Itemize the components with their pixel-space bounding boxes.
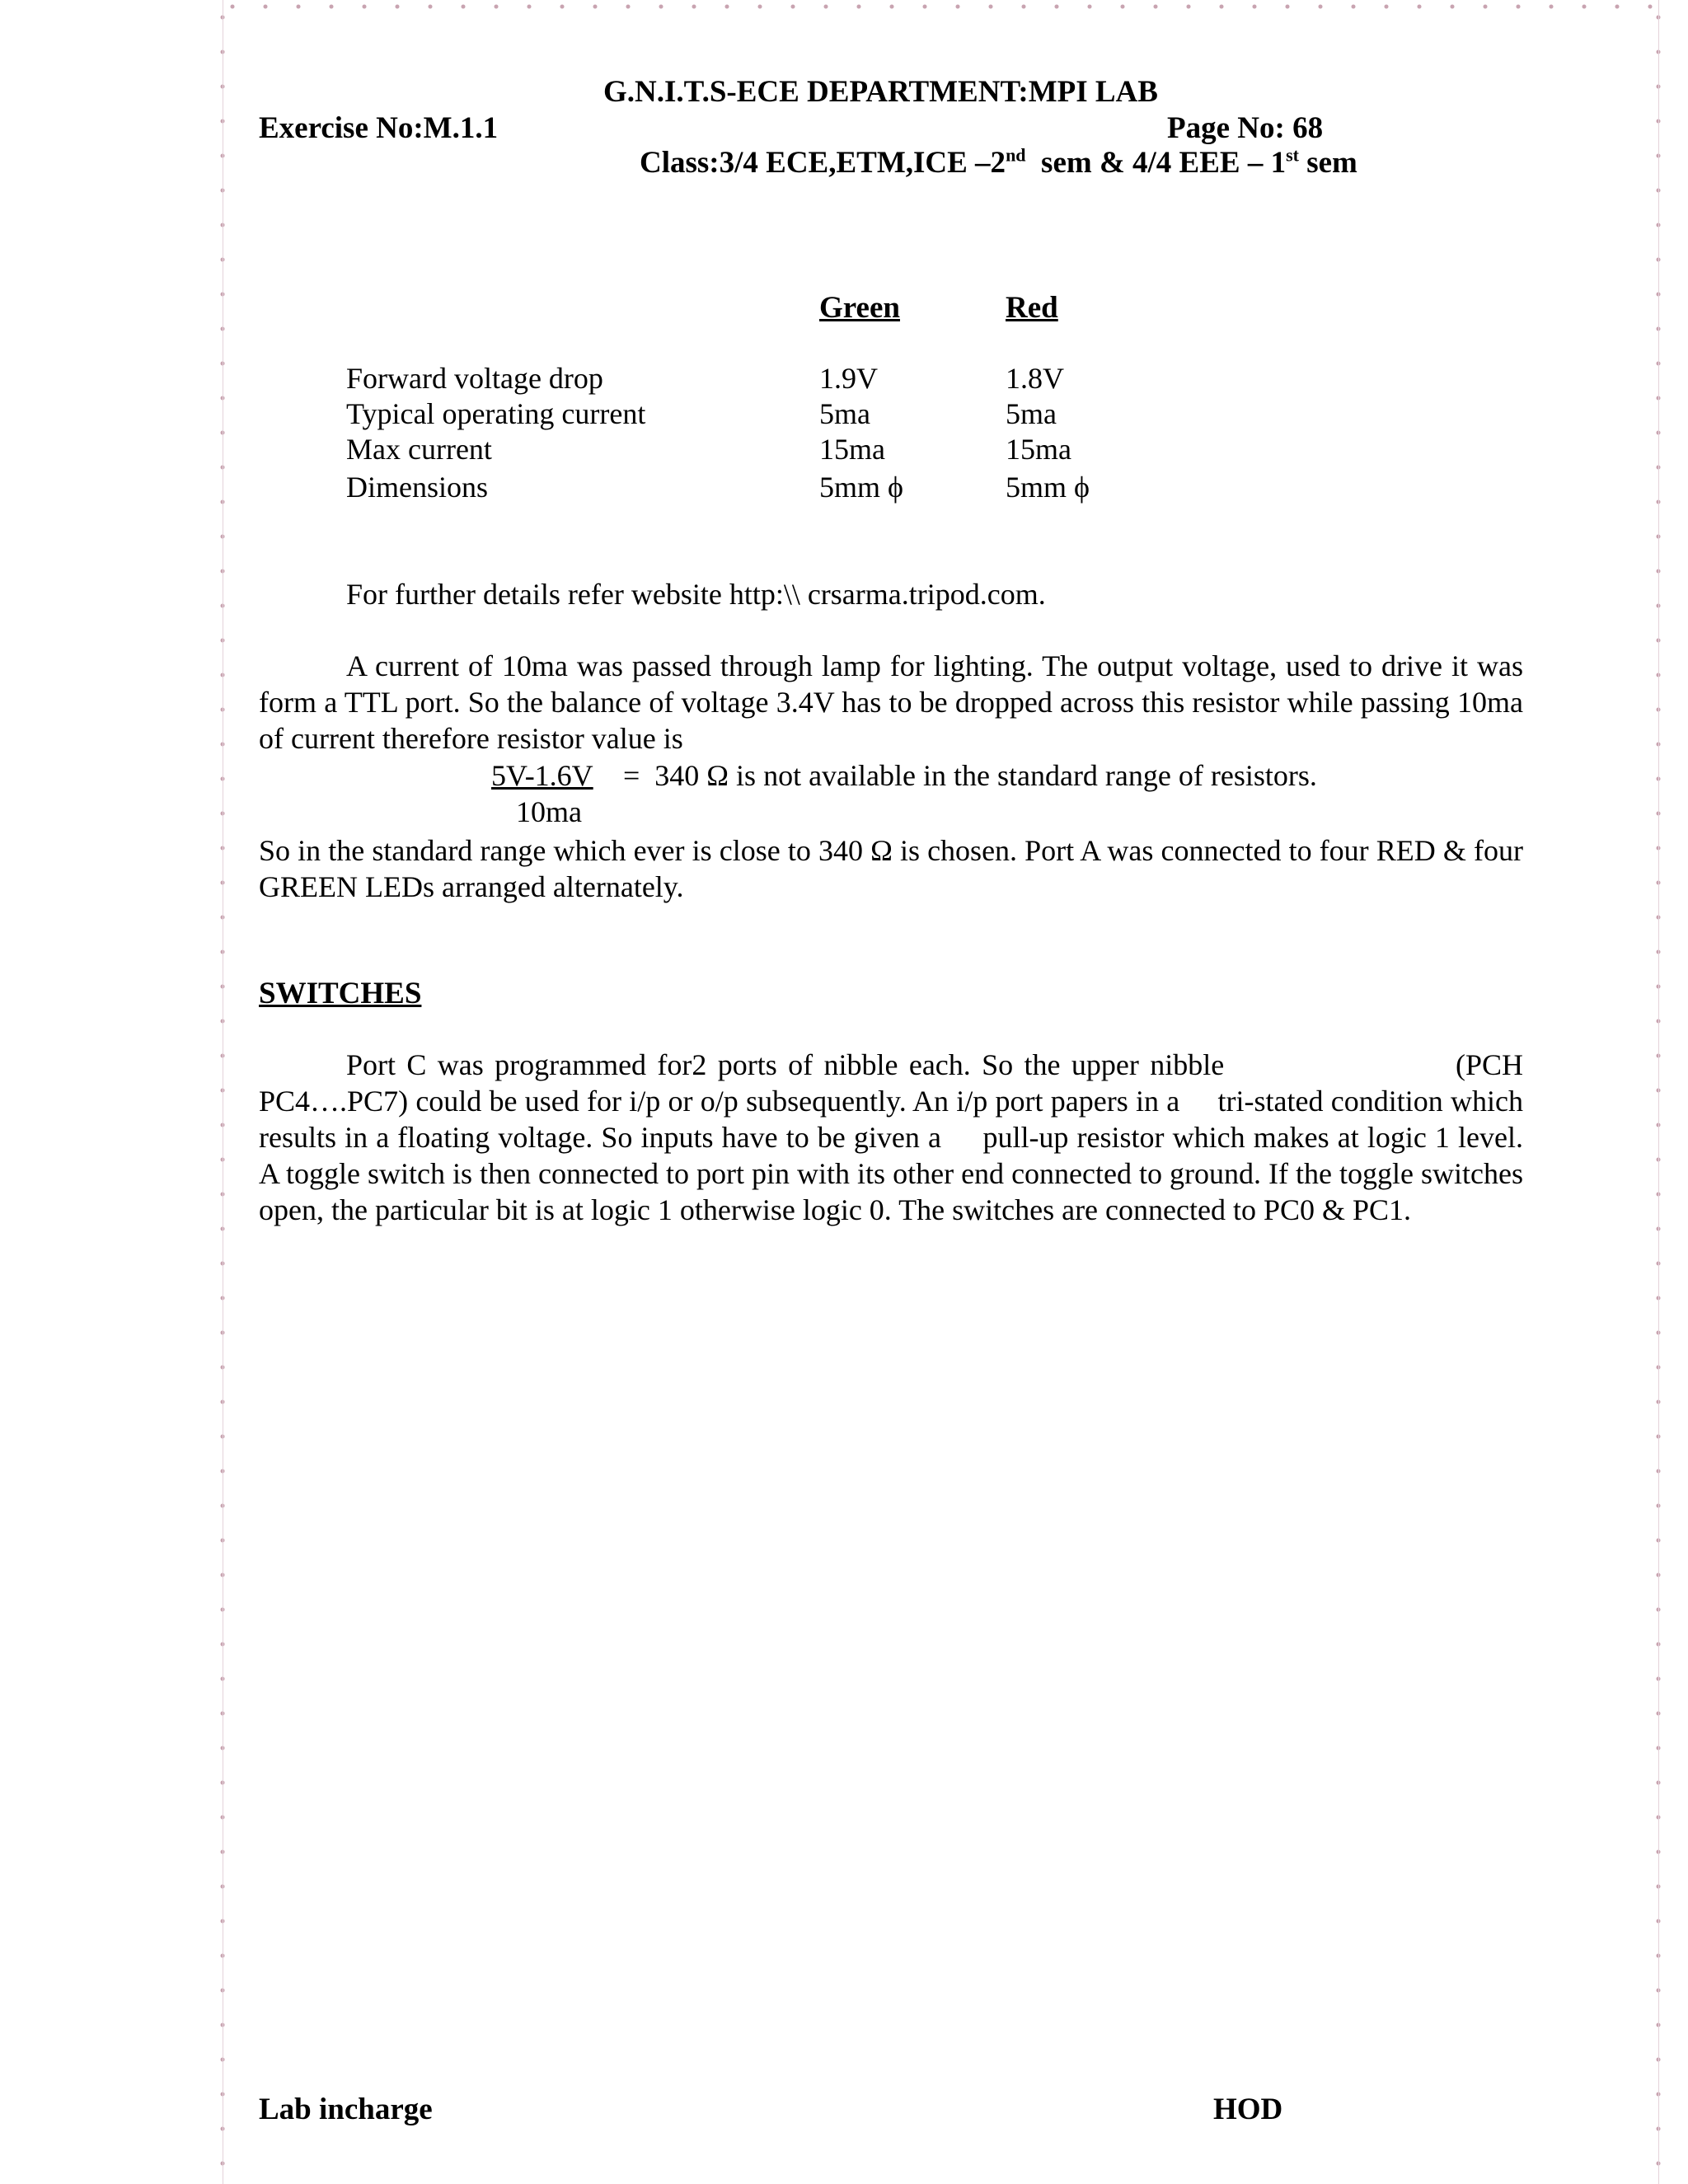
row-label: Typical operating current xyxy=(346,397,646,430)
section-heading-switches: SWITCHES xyxy=(259,977,422,1010)
row-value-green: 15ma xyxy=(819,433,885,466)
class-line xyxy=(640,145,1357,180)
row-value-green: 1.9V xyxy=(819,362,878,395)
page-border-right-line xyxy=(1658,0,1659,2184)
row-value-red: 15ma xyxy=(1006,433,1071,466)
page-border-top xyxy=(216,0,1665,13)
row-value-red: 1.8V xyxy=(1006,362,1064,395)
class-text-b: sem & 4/4 EEE – 1 xyxy=(1025,146,1287,180)
paragraph-standard-range: So in the standard range which ever is close to 340 Ω is chosen. Port A was connected to four RED & four GREEN LEDs arranged alternately. xyxy=(259,834,1523,903)
class-text-c: sem xyxy=(1298,146,1357,180)
row-label: Max current xyxy=(346,433,492,466)
row-value-green: 5mm ϕ xyxy=(819,471,903,504)
class-sup-2: st xyxy=(1286,144,1299,166)
formula-result: = 340 Ω is not available in the standard range of resistors. xyxy=(623,759,1317,792)
column-header-green: Green xyxy=(819,291,900,325)
page-number: Page No: 68 xyxy=(1167,111,1324,145)
class-sup-1: nd xyxy=(1006,144,1026,166)
formula-denominator: 10ma xyxy=(516,795,582,828)
department-title: G.N.I.T.S-ECE DEPARTMENT:MPI LAB xyxy=(603,75,1158,109)
row-value-red: 5mm ϕ xyxy=(1006,471,1090,504)
class-text-a: Class:3/4 ECE,ETM,ICE –2 xyxy=(640,146,1006,180)
website-note: For further details refer website http:\\ crsarma.tripod.com. xyxy=(346,578,1046,611)
lab-incharge-signature-label: Lab incharge xyxy=(259,2093,433,2126)
row-value-red: 5ma xyxy=(1006,397,1057,430)
paragraph-current: A current of 10ma was passed through lamp for lighting. The output voltage, used to drive it was form a TTL port. So the balance of voltage 3.4V has to be dropped across this resistor while passing 10ma of current therefore resistor value is xyxy=(259,649,1523,755)
row-label: Dimensions xyxy=(346,471,489,504)
formula-numerator: 5V-1.6V xyxy=(491,759,593,792)
column-header-red: Red xyxy=(1006,291,1058,325)
paragraph-switches: Port C was programmed for2 ports of nibble each. So the upper nibble (PCH PC4….PC7) could be used for i/p or o/p subsequently. An i/p port papers in a tri-stated condition which results in a floating voltage. So inputs have to be given a pull-up resistor which makes at logic 1 level. A toggle switch is then connected to port pin with its other end connected to ground. If the toggle switches open, the particular bit is at logic 1 otherwise logic 0. The switches are connected to PC0 & PC1. xyxy=(259,1048,1531,1226)
hod-signature-label: HOD xyxy=(1213,2093,1283,2126)
row-label: Forward voltage drop xyxy=(346,362,603,395)
row-value-green: 5ma xyxy=(819,397,870,430)
exercise-number: Exercise No:M.1.1 xyxy=(259,111,499,145)
